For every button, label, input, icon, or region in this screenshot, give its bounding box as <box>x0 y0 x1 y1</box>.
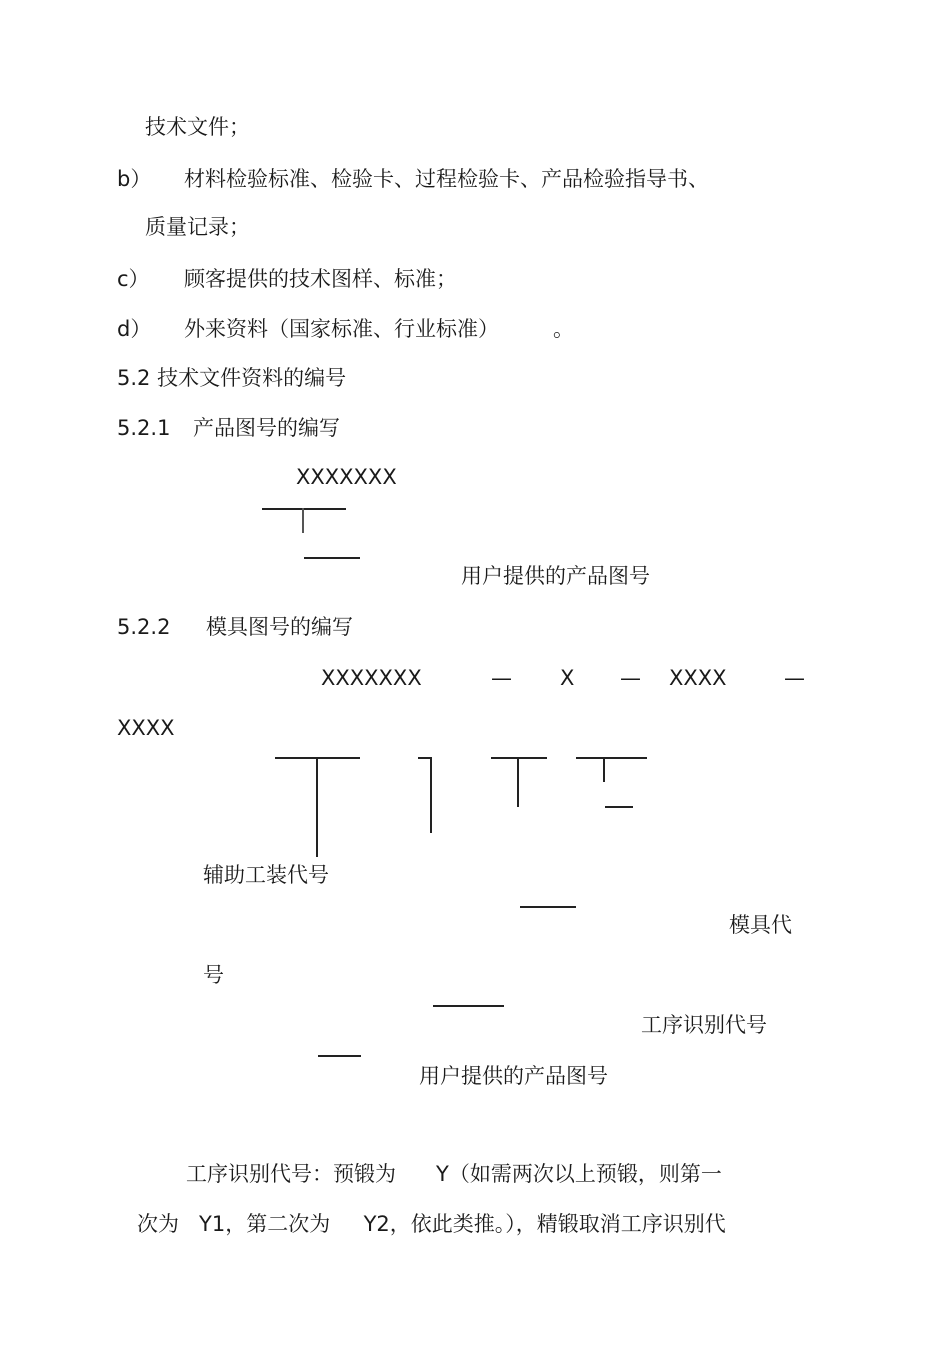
mold-code-part: XXXX <box>117 716 175 740</box>
list-item-c: 顾客提供的技术图样、标准； <box>184 267 457 291</box>
customer-drawing-label: 用户提供的产品图号 <box>419 1064 608 1088</box>
tree-line <box>576 757 647 759</box>
list-item-b-continuation: 质量记录； <box>145 215 250 239</box>
section-5-2-1-title: 产品图号的编写 <box>193 416 340 440</box>
mold-code-dash: — <box>784 666 805 690</box>
leader-line <box>433 1005 504 1007</box>
leader-line <box>520 906 576 908</box>
list-item-d: 外来资料（国家标准、行业标准） <box>184 317 499 341</box>
mold-code-part: X <box>560 666 575 690</box>
product-drawing-code: XXXXXXX <box>296 465 397 489</box>
tree-line <box>517 757 519 807</box>
list-item-d-period: 。 <box>553 317 574 341</box>
mold-code-part: XXXXXXX <box>321 666 422 690</box>
list-marker-d: d） <box>117 317 152 341</box>
tree-line <box>316 757 318 857</box>
list-marker-c: c） <box>117 267 150 291</box>
bracket-line <box>302 508 304 533</box>
section-5-2-title: 5.2 技术文件资料的编号 <box>117 366 347 390</box>
aux-tooling-label: 辅助工装代号 <box>203 863 329 887</box>
section-5-2-1-number: 5.2.1 <box>117 416 171 440</box>
bracket-line <box>262 508 346 510</box>
section-5-2-2-number: 5.2.2 <box>117 615 171 639</box>
process-code-label: 工序识别代号 <box>641 1013 767 1037</box>
paragraph-line: 工序识别代号：预锻为 Y（如需两次以上预锻，则第一 <box>186 1162 722 1186</box>
section-5-2-2-title: 模具图号的编写 <box>206 615 353 639</box>
mold-code-dash: — <box>620 666 641 690</box>
list-item-a-continuation: 技术文件； <box>145 115 250 139</box>
list-marker-b: b） <box>117 167 152 191</box>
leader-line <box>318 1055 361 1057</box>
tree-line <box>491 757 547 759</box>
list-item-b: 材料检验标准、检验卡、过程检验卡、产品检验指导书、 <box>184 167 709 191</box>
leader-line <box>304 557 360 559</box>
mold-code-label: 模具代 <box>729 913 792 937</box>
mold-code-dash: — <box>491 666 512 690</box>
paragraph-line: 次为 Y1，第二次为 Y2，依此类推。），精锻取消工序识别代 <box>137 1212 726 1236</box>
mold-code-part: XXXX <box>669 666 727 690</box>
tree-line <box>603 757 605 782</box>
tree-line <box>430 757 432 833</box>
mold-code-label-wrap: 号 <box>203 963 224 987</box>
tree-line <box>605 806 633 808</box>
product-drawing-label: 用户提供的产品图号 <box>461 564 650 588</box>
